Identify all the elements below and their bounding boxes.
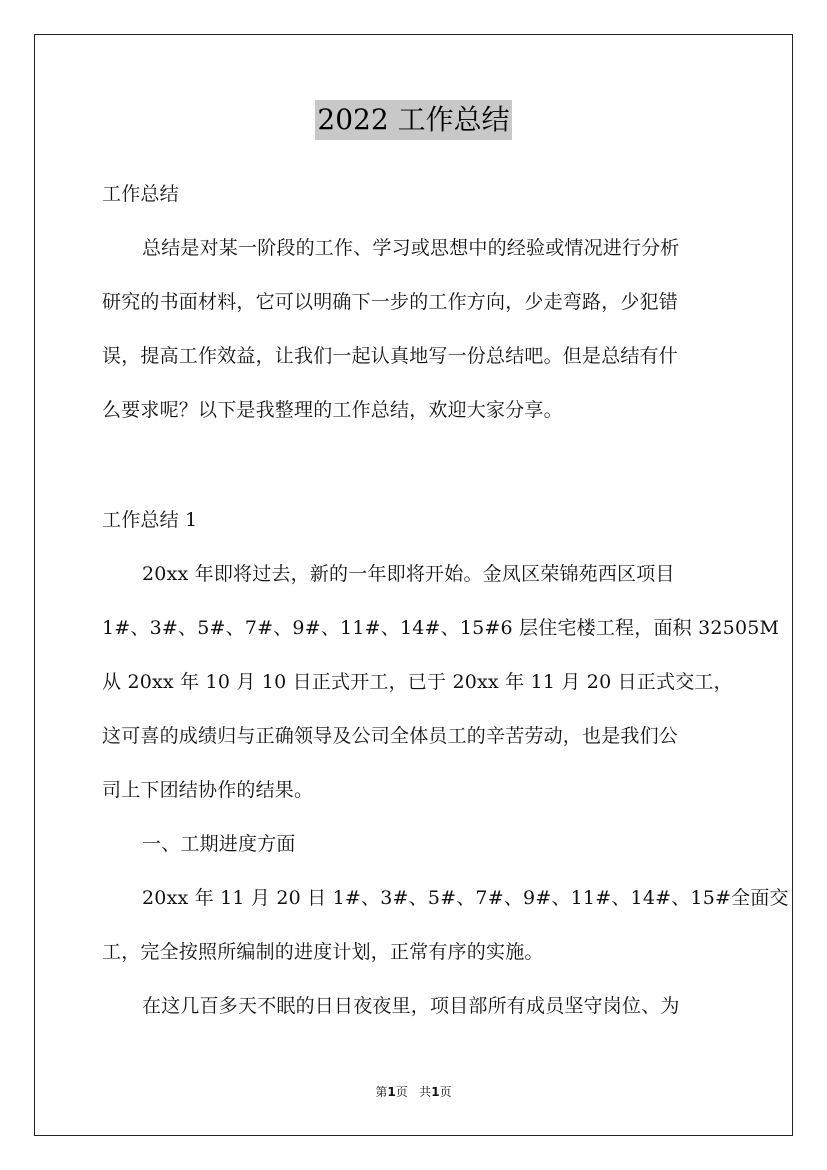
subheading: 一、工期进度方面: [142, 833, 296, 855]
page-number: 1: [387, 1085, 396, 1099]
intro-line: 总结是对某一阶段的工作、学习或思想中的经验或情况进行分析: [142, 237, 680, 259]
section-line: 从 20xx 年 10 月 10 日正式开工，已于 20xx 年 11 月 20 日正式交工，: [102, 671, 733, 693]
document-title-wrap: [0, 100, 827, 140]
page-footer: [0, 1084, 827, 1100]
total-prefix: 共: [419, 1085, 432, 1099]
section-line: 1#、3#、5#、7#、9#、11#、14#、15#6 层住宅楼工程，面积 32505M: [102, 617, 780, 639]
page-prefix: 第: [375, 1085, 388, 1099]
progress-line: 20xx 年 11 月 20 日 1#、3#、5#、7#、9#、11#、14#、15#全面交: [142, 887, 789, 909]
closing-line: 在这几百多天不眠的日日夜夜里，项目部所有成员坚守岗位、为: [142, 995, 680, 1017]
page-suffix: 页: [395, 1085, 408, 1099]
section-line: 这可喜的成绩归与正确领导及公司全体员工的辛苦劳动，也是我们公: [102, 725, 679, 747]
intro-line: 研究的书面材料，它可以明确下一步的工作方向，少走弯路，少犯错: [102, 291, 679, 313]
total-pages: 1: [431, 1085, 440, 1099]
section-heading: 工作总结 1: [102, 509, 198, 531]
document-title: 2022 工作总结: [315, 100, 511, 140]
intro-line: 么要求呢？以下是我整理的工作总结，欢迎大家分享。: [102, 399, 563, 421]
intro-heading: 工作总结: [102, 183, 179, 205]
progress-line: 工，完全按照所编制的进度计划，正常有序的实施。: [102, 941, 544, 963]
section-line: 司上下团结协作的结果。: [102, 779, 314, 801]
total-suffix: 页: [439, 1085, 452, 1099]
intro-line: 误，提高工作效益，让我们一起认真地写一份总结吧。但是总结有什: [102, 345, 679, 367]
section-line: 20xx 年即将过去，新的一年即将开始。金凤区荣锦苑西区项目: [142, 563, 675, 585]
